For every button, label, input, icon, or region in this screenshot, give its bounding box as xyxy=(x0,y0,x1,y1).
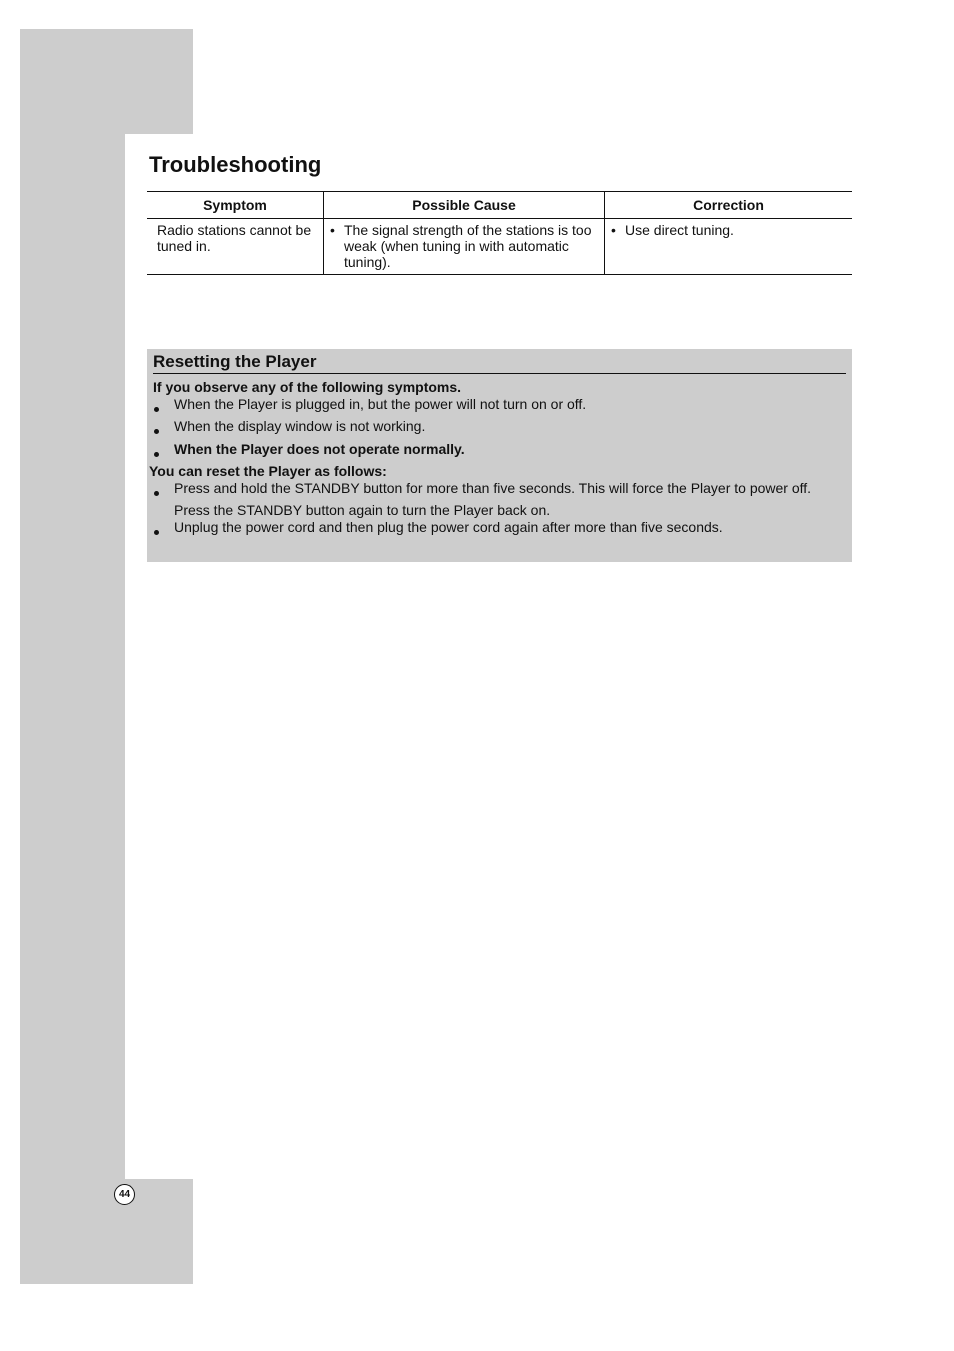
bullet-icon xyxy=(154,407,159,412)
header-cause: Possible Cause xyxy=(324,192,605,219)
cause-item xyxy=(330,222,596,270)
margin-strip xyxy=(20,134,125,1179)
table-header-row xyxy=(147,192,852,219)
correction-text: Use direct tuning. xyxy=(625,222,734,238)
table-row xyxy=(147,219,852,275)
page-title: Troubleshooting xyxy=(149,152,322,177)
method-item-continued: Press the STANDBY button again to turn the Player back on. xyxy=(174,502,551,518)
reset-intro: If you observe any of the following symptoms. xyxy=(153,379,462,395)
cause-cell xyxy=(324,219,605,275)
header-correction: Correction xyxy=(605,192,853,219)
correction-cell xyxy=(605,219,853,275)
margin-tab-top xyxy=(20,29,193,134)
reset-title: Resetting the Player xyxy=(153,352,846,374)
page-number: 44 xyxy=(114,1184,135,1205)
bullet-icon xyxy=(154,491,159,496)
cause-text: The signal strength of the stations is too weak (when tuning in with automatic tuning). xyxy=(344,222,592,270)
reset-method-heading: You can reset the Player as follows: xyxy=(149,463,387,479)
symptom-item: When the Player does not operate normally. xyxy=(174,441,465,457)
reset-section xyxy=(147,349,852,562)
bullet-icon xyxy=(154,530,159,535)
troubleshooting-table xyxy=(147,191,852,275)
bullet-icon: • xyxy=(611,222,616,238)
bullet-icon xyxy=(154,429,159,434)
header-symptom: Symptom xyxy=(147,192,324,219)
symptom-cell: Radio stations cannot be tuned in. xyxy=(147,219,324,275)
symptom-item: When the Player is plugged in, but the power will not turn on or off. xyxy=(174,396,587,412)
bullet-icon xyxy=(154,452,159,457)
method-item: Unplug the power cord and then plug the power cord again after more than five seconds. xyxy=(174,519,723,535)
bullet-icon: • xyxy=(330,222,335,238)
symptom-item: When the display window is not working. xyxy=(174,418,426,434)
margin-tab-bottom xyxy=(20,1179,193,1284)
method-item: Press and hold the STANDBY button for more than five seconds. This will force the Player to power off. xyxy=(174,480,812,496)
correction-item xyxy=(611,222,844,238)
